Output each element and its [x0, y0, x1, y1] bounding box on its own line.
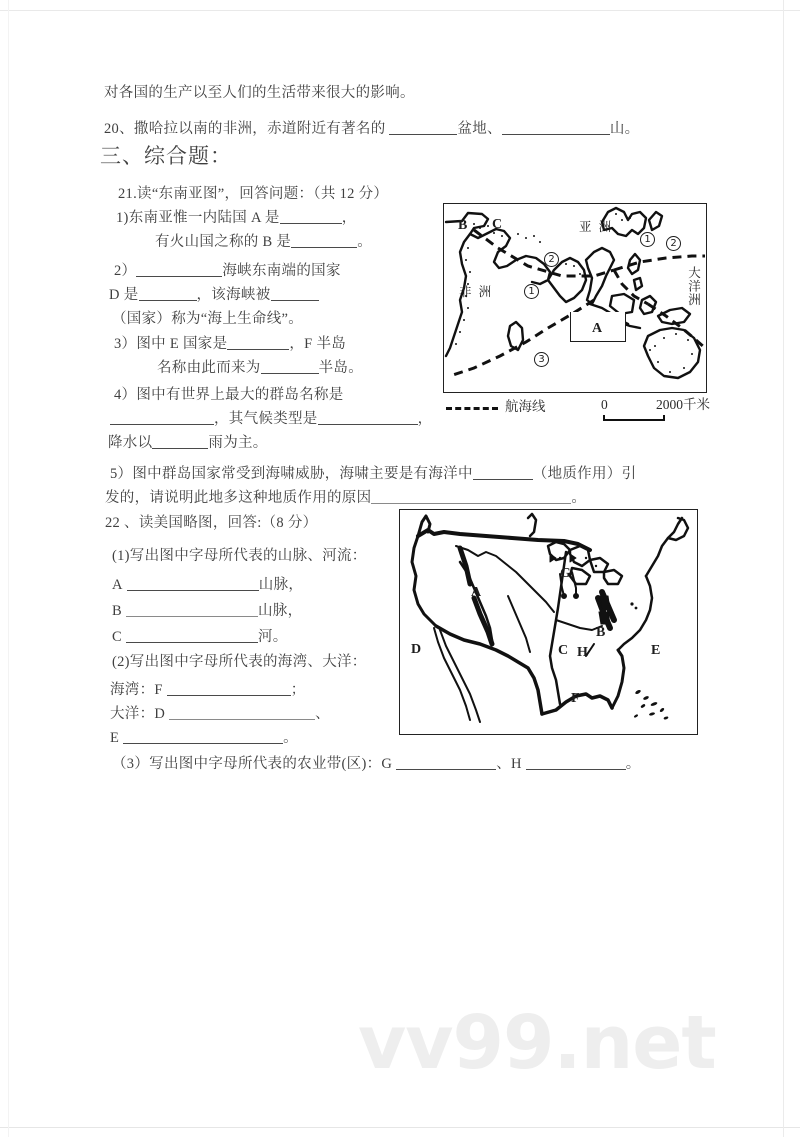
item-text: ，	[341, 210, 357, 226]
map-circle-1-eastasia: 1	[640, 232, 655, 247]
usa-label-C: C	[558, 643, 569, 658]
map-label-asia: 亚 洲	[579, 220, 614, 234]
row-letter: C	[112, 629, 122, 645]
answer-blank-21-4c[interactable]	[152, 436, 208, 449]
scale-bar	[603, 415, 665, 421]
answer-blank-21-1b[interactable]	[291, 235, 357, 248]
item-text: D 是	[109, 287, 139, 303]
item-text: （地质作用）引	[532, 466, 637, 482]
question-21-item-2-line-3: （国家）称为“海上生命线”。	[112, 311, 304, 327]
scale-start-label: 0	[601, 397, 608, 412]
question-22-part2-title: (2)写出图中字母所代表的海湾、大洋：	[112, 654, 367, 670]
answer-blank-21-2b[interactable]	[139, 288, 197, 301]
question-21-item-4-line-3	[108, 436, 268, 451]
question-22-stem: 22 、读美国略图，回答:（8 分）	[105, 515, 318, 531]
question-22-row-f	[110, 683, 306, 698]
row-suffix: 山脉，	[258, 577, 304, 593]
usa-label-F: F	[571, 691, 580, 706]
usa-label-B: B	[596, 625, 606, 640]
row-suffix: 。	[283, 730, 298, 746]
item-text: 海峡东南端的国家	[222, 263, 341, 279]
section-heading: 三、综合题：	[100, 144, 232, 168]
answer-blank-22-c[interactable]	[126, 630, 258, 643]
item-text: 半岛。	[318, 360, 364, 376]
item-text: ，该海峡被	[196, 287, 271, 303]
answer-blank-21-3b[interactable]	[261, 361, 319, 374]
map-frame-sea	[443, 203, 707, 393]
row-prefix: 大洋：D	[110, 706, 166, 722]
question-21-item-4-line-1	[114, 388, 344, 403]
question-22-part3	[112, 757, 641, 772]
usa-map-outlines	[400, 510, 696, 733]
question-20-text-c: 山。	[609, 121, 640, 137]
question-21-item-5-line-1	[110, 467, 636, 482]
item-label: 5）	[110, 466, 133, 482]
answer-blank-20-1[interactable]	[389, 122, 457, 135]
item-label: 1)	[116, 210, 129, 226]
part3-text-b: 、	[496, 756, 511, 772]
row-suffix: 河。	[257, 629, 288, 645]
answer-blank-22-b[interactable]	[126, 604, 258, 617]
answer-blank-21-5b[interactable]	[371, 491, 571, 504]
map-circle-2-pacific: 2	[666, 236, 681, 251]
scale-end-label: 2000千米	[656, 397, 710, 412]
question-22-row-a	[112, 578, 303, 593]
question-21-item-1-line-2	[155, 235, 372, 250]
answer-blank-22-a[interactable]	[127, 578, 259, 591]
item-text: 发的，请说明此地多这种地质作用的原因	[105, 490, 372, 506]
item-text: 。	[357, 234, 373, 250]
answer-blank-21-2a[interactable]	[136, 264, 222, 277]
usa-label-E: E	[651, 643, 661, 658]
legend-label: 航海线	[505, 399, 546, 414]
item-text: 。	[571, 490, 587, 506]
map-label-oceania: 大洋洲	[686, 266, 701, 307]
question-22-row-b	[112, 604, 302, 619]
question-20-text-a: 撒哈拉以南的非洲，赤道附近有著名的	[133, 121, 386, 137]
watermark: vv99.net	[358, 1000, 716, 1086]
item-text: 图中 E 国家是	[136, 336, 228, 352]
part3-text-a: （3）写出图中字母所代表的农业带(区)：G	[112, 756, 393, 772]
row-suffix: ；	[290, 682, 306, 698]
item-text: ，	[417, 411, 433, 427]
item-text: 有火山国之称的 B 是	[155, 234, 292, 250]
answer-blank-22-f[interactable]	[167, 683, 291, 696]
map-frame-usa	[399, 509, 698, 735]
answer-blank-21-5a[interactable]	[473, 467, 533, 480]
question-22-row-d	[110, 707, 330, 722]
usa-label-A: A	[471, 585, 482, 600]
answer-blank-21-2c[interactable]	[271, 288, 319, 301]
map-circle-3-indian: 3	[534, 352, 549, 367]
question-21-item-4-line-2	[110, 412, 432, 427]
answer-blank-21-3a[interactable]	[227, 337, 289, 350]
usa-label-G: G	[560, 566, 571, 581]
question-21-stem: 21.读“东南亚图”，回答问题：（共 12 分）	[118, 186, 389, 202]
item-text: 降水以	[108, 435, 153, 451]
question-21-item-2-line-1	[114, 264, 341, 279]
row-letter: B	[112, 603, 122, 619]
part3-text-d: 。	[625, 756, 641, 772]
answer-blank-21-4a[interactable]	[110, 412, 214, 425]
answer-blank-21-4b[interactable]	[318, 412, 418, 425]
figure-southeast-asia-map	[443, 203, 710, 414]
usa-label-H: H	[577, 645, 588, 660]
row-suffix: 山脉，	[257, 603, 303, 619]
question-21-item-3-line-2	[157, 361, 363, 376]
item-text: 图中群岛国家常受到海啸威胁，海啸主要是有海洋中	[132, 466, 473, 482]
question-21-item-3-line-1	[114, 337, 346, 352]
question-22-part1-title: (1)写出图中字母所代表的山脉、河流：	[112, 548, 367, 564]
map-label-africa: 非 洲	[459, 285, 494, 299]
item-text: 图中有世界上最大的群岛名称是	[136, 387, 344, 403]
answer-blank-22-d[interactable]	[169, 707, 315, 720]
legend-dashed-line-icon	[446, 407, 498, 410]
item-text: 名称由此而来为	[157, 360, 261, 376]
usa-label-D: D	[411, 642, 422, 657]
row-prefix: E	[110, 730, 120, 746]
question-21-item-1-line-1	[116, 211, 357, 226]
question-21-item-5-line-2	[105, 491, 586, 506]
item-label: 3）	[114, 336, 137, 352]
map-circle-1-africa: 1	[524, 284, 539, 299]
map-label-A: A	[592, 321, 603, 336]
answer-blank-22-h[interactable]	[526, 757, 626, 770]
question-21-item-2-line-2	[109, 288, 319, 303]
map-label-B: B	[458, 218, 468, 233]
question-20	[104, 122, 639, 137]
carryover-text: 对各国的生产以至人们的生活带来很大的影响。	[104, 85, 415, 101]
part3-text-c: H	[511, 756, 522, 772]
row-suffix: 、	[315, 706, 330, 722]
map-label-C: C	[492, 217, 503, 232]
answer-blank-22-e[interactable]	[123, 731, 283, 744]
item-label: 2）	[114, 263, 137, 279]
answer-blank-21-1a[interactable]	[280, 211, 342, 224]
answer-blank-20-2[interactable]	[502, 122, 610, 135]
map-circle-2-arabia: 2	[544, 252, 559, 267]
question-22-row-e	[110, 731, 298, 746]
question-20-number: 20、	[104, 121, 134, 137]
row-letter: A	[112, 577, 123, 593]
answer-blank-22-g[interactable]	[396, 757, 496, 770]
question-20-text-b: 盆地、	[457, 121, 502, 137]
item-text: ，F 半岛	[289, 336, 347, 352]
item-text: 雨为主。	[208, 435, 268, 451]
figure-usa-map	[399, 509, 698, 735]
question-22-row-c	[112, 630, 288, 645]
item-text: 东南亚惟一内陆国 A 是	[128, 210, 280, 226]
item-label: 4）	[114, 387, 137, 403]
row-prefix: 海湾：F	[110, 682, 163, 698]
carryover-line	[104, 86, 415, 101]
item-text: ，其气候类型是	[214, 411, 318, 427]
